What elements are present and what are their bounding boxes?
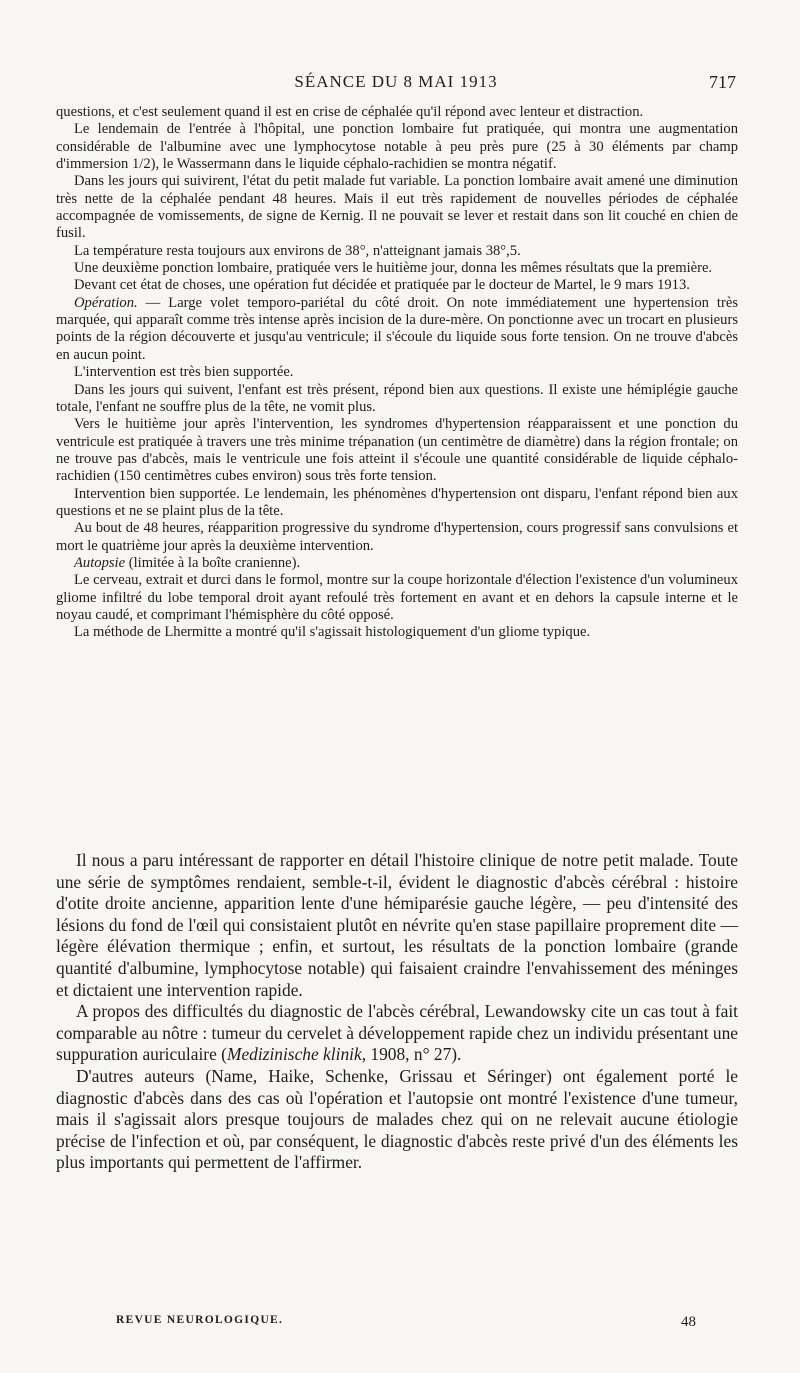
case-paragraph: La méthode de Lhermitte a montré qu'il s'agissait histologiquement d'un gliome typique. bbox=[74, 624, 591, 641]
autopsy-label: Autopsie bbox=[74, 554, 126, 571]
case-paragraph: La température resta toujours aux environs de 38°, n'atteignant jamais 38°,5. bbox=[74, 242, 521, 259]
cited-journal: Medizinische klinik bbox=[226, 1044, 362, 1065]
discussion bbox=[56, 850, 738, 1174]
case-paragraph: L'intervention est très bien supportée. bbox=[74, 364, 294, 381]
case-paragraph: Le lendemain de l'entrée à l'hôpital, une ponction lombaire fut pratiquée, qui montra une augmentation considérable de l'albumine avec une lymphocytose notable à peu près pure (25 à 30 éléments par champ d'immersion 1/2), le Wassermann dans le liquide céphalo-rachidien se montra négatif. bbox=[56, 121, 738, 173]
discussion-paragraph: Il nous a paru intéressant de rapporter en détail l'histoire clinique de notre petit malade. Toute une série de symptômes rendaient, semble-t-il, évident le diagnostic d'abcès cérébral : histoire d'otite droite ancienne, apparition lente d'une hémiparésie gauche légère, — peu d'intensité des lésions du fond de l'œil qui consistaient plutôt en névrite qu'en stase papillaire proprement dite — légère élévation thermique ; enfin, et surtout, les résultats de la ponction lombaire (grande quantité d'albumine, lymphocytose notable) qui faisaient craindre l'envahissement des méninges et dictaient une intervention rapide. bbox=[56, 850, 738, 1000]
case-paragraph: Devant cet état de choses, une opération fut décidée et pratiquée par le docteur de Martel, le 9 mars 1913. bbox=[74, 277, 690, 294]
discussion-paragraph bbox=[56, 1001, 738, 1066]
case-paragraph: Le cerveau, extrait et durci dans le formol, montre sur la coupe horizontale d'élection l'existence d'un volumineux gliome infiltré du lobe temporal droit ayant refoulé très fortement en avant et en dehors la capsule interne et le noyau caudé, et comprimant l'hémisphère du côté opposé. bbox=[56, 572, 738, 623]
autopsy-paragraph bbox=[56, 555, 738, 572]
discussion-text: A propos des difficultés du diagnostic de l'abcès cérébral, Lewandowsky cite un cas tout à fait comparable au nôtre : tumeur du cervelet à développement rapide chez un individu présentant une suppuration auriculaire ( bbox=[56, 1001, 738, 1065]
operation-paragraph bbox=[56, 295, 738, 364]
case-paragraph: Intervention bien supportée. Le lendemain, les phénomènes d'hypertension ont disparu, l'enfant répond bien aux questions et ne se plaint plus de la tête. bbox=[56, 485, 738, 519]
case-paragraph: Une deuxième ponction lombaire, pratiquée vers le huitième jour, donna les mêmes résultats que la première. bbox=[74, 260, 713, 277]
case-paragraph: questions, et c'est seulement quand il est en crise de céphalée qu'il répond avec lenteur et distraction. bbox=[56, 104, 644, 120]
discussion-paragraph: D'autres auteurs (Name, Haike, Schenke, Grissau et Séringer) ont également porté le diagnostic d'abcès dans des cas où l'opération et l'autopsie ont montré l'existence d'une tumeur, mais il s'agissait alors presque toujours de malades chez qui on ne relevait aucune étiologie précise de l'infection et où, par conséquent, le diagnostic d'abcès reste privé d'un des éléments les plus importants qui permettent de l'affirmer. bbox=[56, 1065, 738, 1173]
case-paragraph: Vers le huitième jour après l'intervention, les syndromes d'hypertension réapparaissent et une ponction du ventricule est pratiquée à travers une très minime trépanation (un centimètre de diamètre) dans la région frontale; on ne trouve pas d'abcès, mais le ventricule une fois atteint il s'écoule une quantité considérable de liquide céphalo-rachidien (150 centimètres cubes environ) sous très forte tension. bbox=[56, 416, 738, 485]
operation-label: Opération. bbox=[74, 294, 138, 311]
case-paragraph: Dans les jours qui suivirent, l'état du petit malade fut variable. La ponction lombaire avait amené une diminution très nette de la céphalée pendant 48 heures. Mais il eut très rapidement de nouvelles périodes de céphalée accompagnée de vomissements, de signe de Kernig. Il ne pouvait se lever et restait dans son lit couché en chien de fusil. bbox=[56, 173, 738, 242]
journal-name: REVUE NEUROLOGIQUE. bbox=[116, 1314, 284, 1326]
operation-text: — Large volet temporo-pariétal du côté droit. On note immédiatement une hypertension très marquée, qui apparaît comme très intense après incision de la dure-mère. On ponctionne avec un trocart en plusieurs points de la région découverte et jusqu'au ventricule; il s'écoule du liquide sous forte tension. On ne trouve d'abcès en aucun point. bbox=[56, 294, 738, 363]
running-title: SÉANCE DU 8 MAI 1913 bbox=[294, 72, 498, 91]
case-report bbox=[56, 104, 738, 642]
autopsy-text: (limitée à la boîte cranienne). bbox=[125, 554, 301, 571]
running-header bbox=[56, 72, 736, 96]
case-paragraph: Au bout de 48 heures, réapparition progressive du syndrome d'hypertension, cours progressif sans convulsions et mort le quatrième jour après la deuxième intervention. bbox=[56, 520, 738, 554]
page-footer bbox=[116, 1314, 696, 1334]
discussion-text: , 1908, n° 27). bbox=[361, 1044, 462, 1065]
sheet-number: 48 bbox=[681, 1314, 696, 1330]
case-paragraph: Dans les jours qui suivent, l'enfant est très présent, répond bien aux questions. Il existe une hémiplégie gauche totale, l'enfant ne souffre plus de la tête, ne vomit plus. bbox=[56, 381, 738, 415]
page-number: 717 bbox=[709, 72, 736, 92]
